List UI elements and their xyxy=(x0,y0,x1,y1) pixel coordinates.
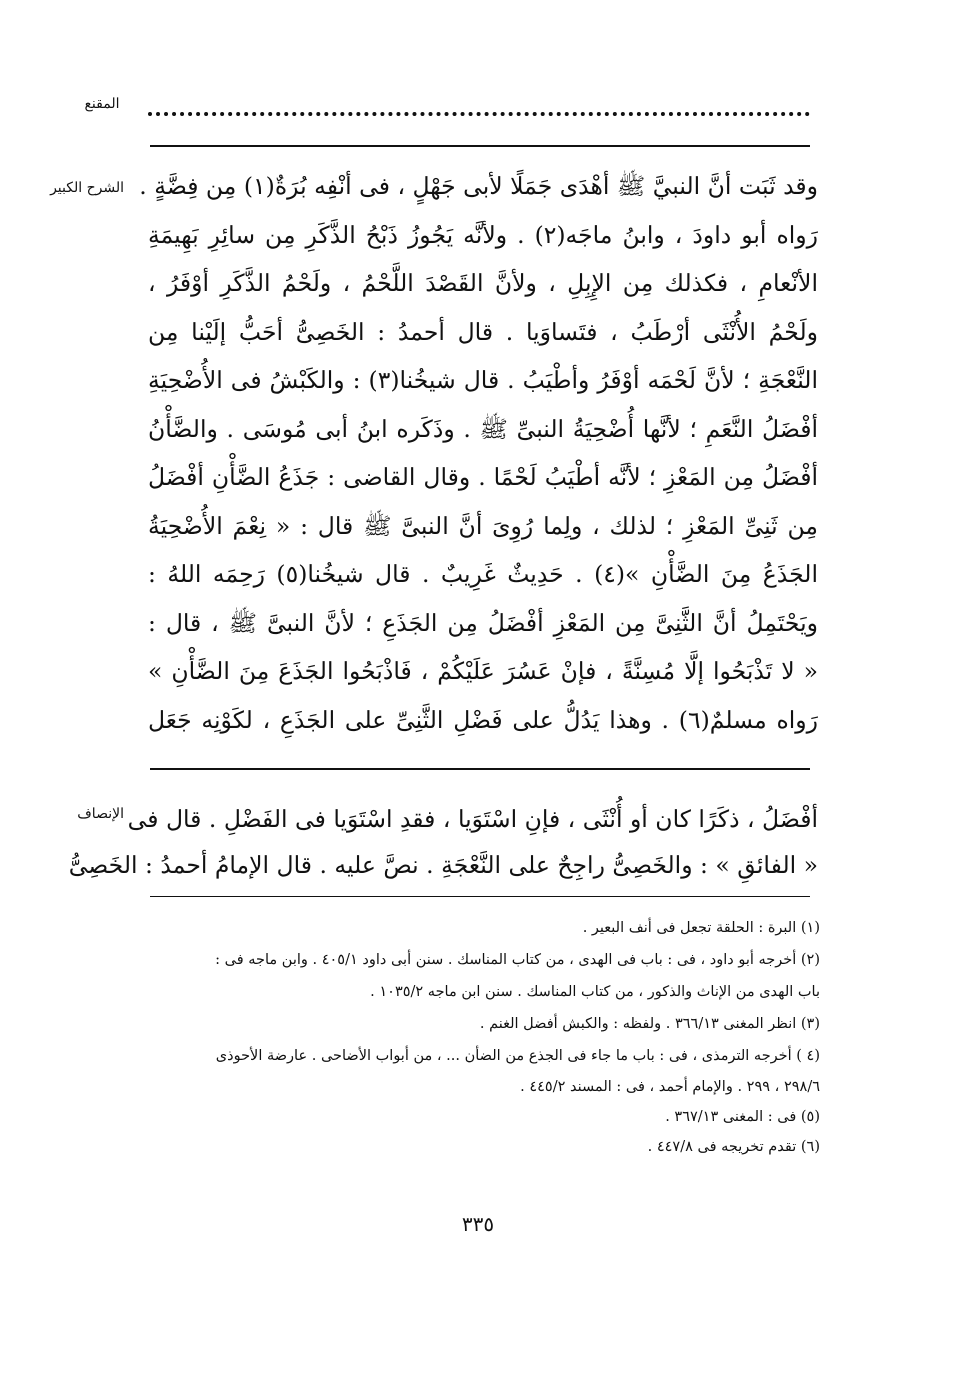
sharh-line: الجَذَعُ مِنَ الضَّأْنِ »(٤) . حَدِيثٌ غَرِيبٌ . قال شيخُنا(٥) رَحِمَه اللهُ : xyxy=(148,560,818,588)
sharh-line: رَواه مسلمٌ(٦) . وهذا يَدُلُّ على فَضْلِ الثَّنِىِّ على الجَذَعِ ، لكَوْنِه جَعَل xyxy=(148,705,819,734)
footnote-line: (٥) فى : المغنى ٣٦٧/١٣ . xyxy=(665,1109,820,1125)
top-rule xyxy=(150,145,810,147)
footnotes-block xyxy=(140,912,820,1162)
footnote-line: باب الهدى من الإناث والذكور ، من كتاب المناسك . سنن ابن ماجه ١٠٣٥/٢ . xyxy=(370,984,820,1000)
sharh-line: وقد ثَبَت أنَّ النبيَّ ﷺ أهْدَى جَمَلًا لأبى جَهْلٍ ، فى أنْفِه بُرَةٌ(١) مِن فِضَّةٍ . xyxy=(139,172,818,200)
sharh-text-block xyxy=(139,162,819,744)
sharh-line: الأنْعامِ ، فكذلك مِن الإِبِلِ ، ولأنَّ القَصْدَ اللَّحْمُ ، ولَحْمُ الذَّكَرِ أوْفَرُ ، xyxy=(148,269,818,297)
sharh-line: أفْضَلُ النَّعَمِ ؛ لأنَّها أُضْحِيَةُ النبىِّ ﷺ . وذَكَره ابنُ أبى مُوسَى . والضَّأْنُ xyxy=(148,414,818,443)
sharh-line: مِن ثَنِىِّ المَعْزِ ؛ لذلك ، ولِما رُوِىَ أنَّ النبىَّ ﷺ قال : « نِعْمَ الأُضْحِيَةُ xyxy=(148,511,818,540)
footnote-line: (٤ ) أخرجه الترمذى ، فى : باب ما جاء فى الجذع من الضأن ... ، من أبواب الأضاحى . عارضة الأحوذى xyxy=(215,1048,820,1064)
footnote-line: (٢) أخرجه أبو داود ، فى : باب فى الهدى ، من كتاب المناسك . سنن أبى داود ٤٠٥/١ . وابن ماجه فى : xyxy=(215,952,820,968)
insaf-line: « الفائقِ » : والخَصِىُّ راجِحٌ على النَّعْجَةِ . نصَّ عليه . قال الإمامُ أحمدُ : الخَصِىُّ xyxy=(68,851,818,879)
sharh-line: ويَحْتَمِلُ أنَّ الثَّنِىَّ مِن المَعْزِ أفْضَلُ مِن الجَذَعِ ؛ لأنَّ النبىَّ ﷺ ، قال : xyxy=(148,608,818,637)
sharh-line: ولَحْمُ الأُنْثَى أرْطَبُ ، فتَساوَيا . قال أحمدُ : الخَصِىُّ أحَبُّ إلَيْنا مِن xyxy=(148,317,818,346)
insaf-line: أفْضَلُ ، ذكَرًا كان أو أُنْثَى ، فإنِ اسْتَوَيا ، فقدِ اسْتَوَيا فى الفَضْلِ . قال فى xyxy=(127,805,818,833)
sharh-line: أفْضَلُ مِن المَعْزِ ؛ لأنَّه أطْيَبُ لَحْمًا . وقال القاضى : جَذَعُ الضَّأْنِ أفْضَلُ xyxy=(148,463,818,491)
margin-label-sharh: الشرح الكبير xyxy=(50,180,124,196)
footnote-rule xyxy=(150,896,810,897)
sharh-line: رَواه أبو داودَ ، وابنُ ماجَه(٢) . ولأنَّه يَجُوزُ ذَبْحُ الذَّكَرِ مِن سائِرِ بَهِيمَةِ xyxy=(148,220,818,249)
footnote-line: (٦) تقدم تخريجه فى ٤٤٧/٨ . xyxy=(647,1139,820,1155)
footnote-line: (١) البرة : الحلقة تجعل فى أنف البعير . xyxy=(582,920,820,936)
footnote-line: ٢٩٨/٦ ، ٢٩٩ . والإمام أحمد ، فى : المسند ٤٤٥/٢ . xyxy=(520,1079,820,1095)
running-header-title: المقنع xyxy=(84,96,120,112)
section-divider-rule xyxy=(150,768,810,770)
header-dotted-rule xyxy=(148,112,810,116)
margin-label-insaf: الإنصاف xyxy=(77,806,124,822)
footnote-line: (٣) انظر المغنى ٣٦٦/١٣ . ولفظه : والكبش أفضل الغنم . xyxy=(479,1016,820,1032)
page-number: ٣٣٥ xyxy=(461,1212,495,1236)
sharh-line: « لا تَذْبَحُوا إلَّا مُسِنَّةً ، فإنْ عَسُرَ عَلَيْكُمْ ، فَاذْبَحُوا الجَذَعَ مِنَ الضَّأْنِ » xyxy=(148,657,818,685)
sharh-line: النَّعْجَةِ ؛ لأنَّ لَحْمَه أوْفَرُ وأطْيَبُ . قال شيخُنا(٣) : والكَبْشُ فى الأُضْحِيَةِ xyxy=(148,366,818,394)
